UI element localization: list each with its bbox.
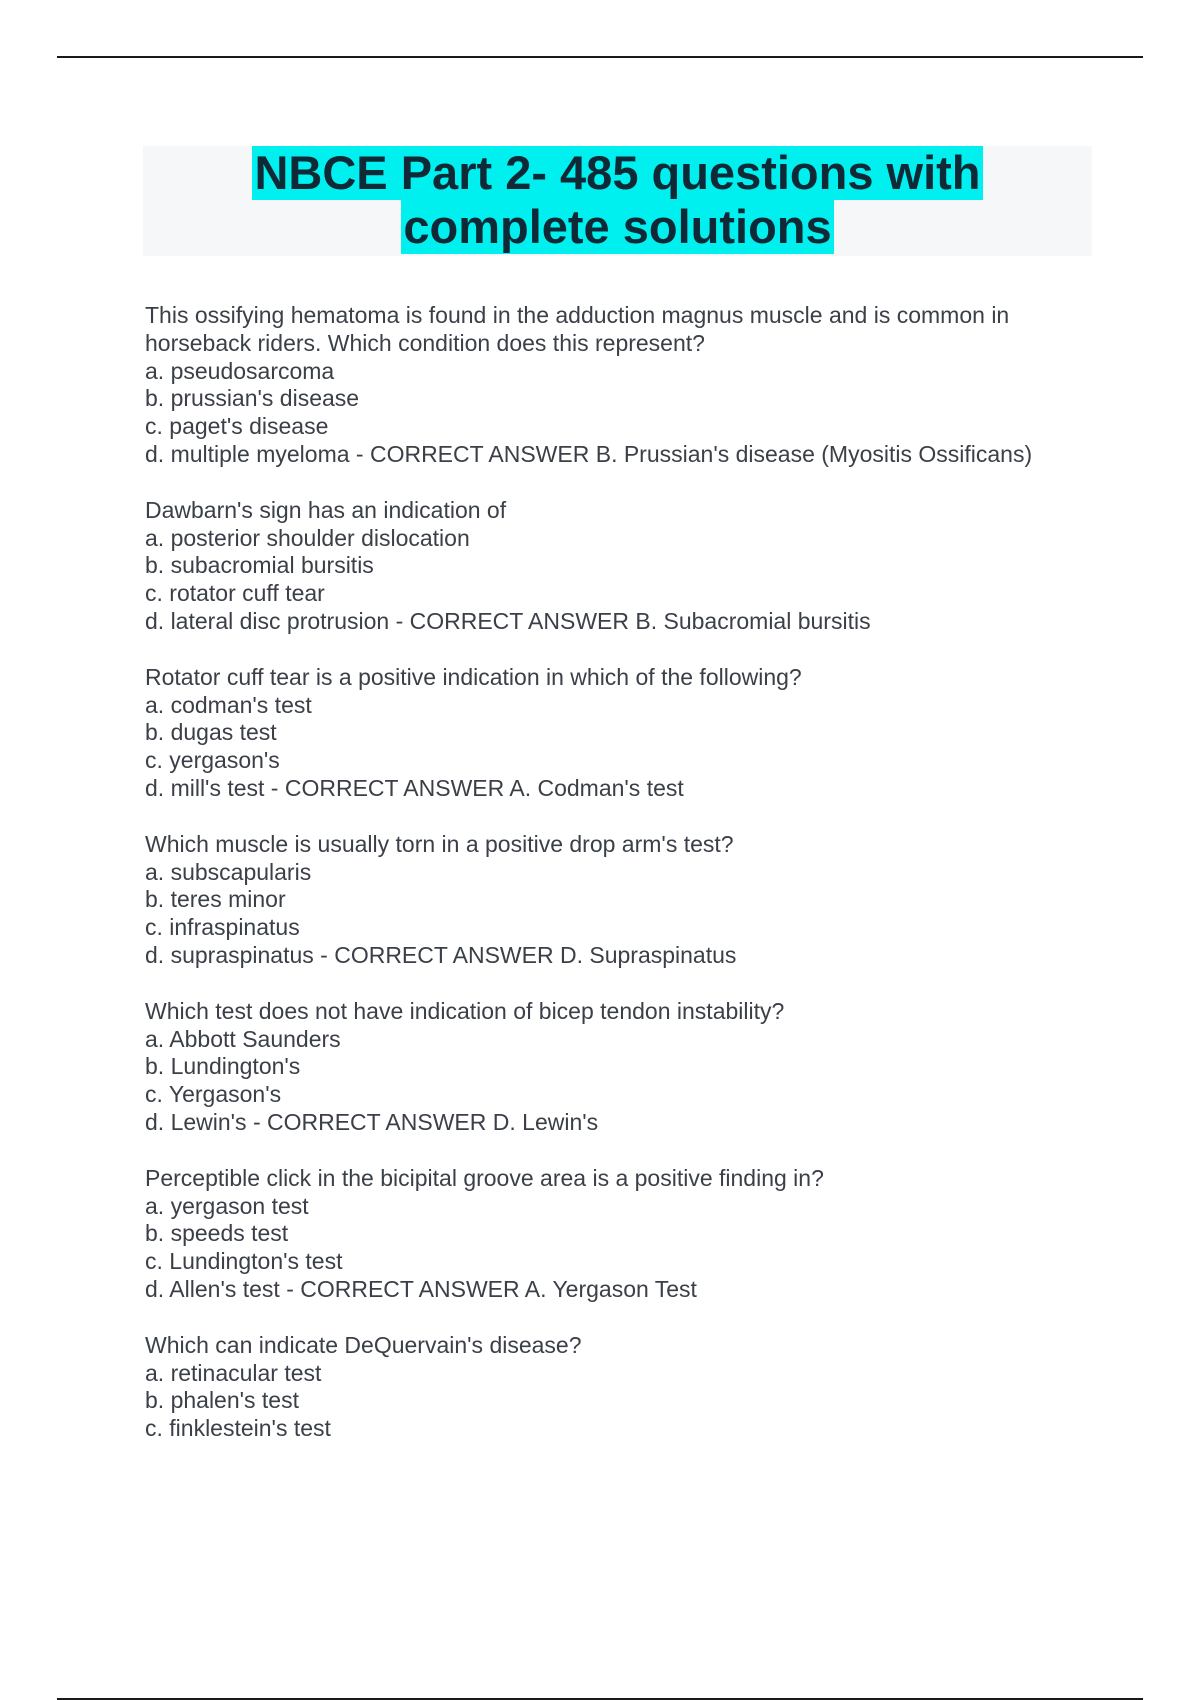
answer-option: c. finklestein's test [145, 1415, 331, 1442]
answer-option: b. subacromial bursitis [145, 552, 374, 579]
question-block [145, 831, 1145, 970]
question-text: Rotator cuff tear is a positive indication in which of the following? [145, 663, 802, 690]
answer-option: a. Abbott Saunders [145, 1025, 341, 1052]
title-line-1: NBCE Part 2- 485 questions with [254, 146, 981, 199]
answer-option: b. dugas test [145, 719, 277, 746]
question-block [145, 302, 1145, 469]
question-text: Dawbarn's sign has an indication of [145, 496, 507, 523]
answer-option: b. teres minor [145, 886, 286, 913]
answer-option-with-correct-answer: d. supraspinatus - CORRECT ANSWER D. Supraspinatus [145, 941, 737, 968]
answer-option: c. yergason's [145, 747, 280, 774]
document-title [143, 146, 1092, 256]
answer-option-with-correct-answer: d. mill's test - CORRECT ANSWER A. Codman's test [145, 774, 684, 801]
answer-option: b. speeds test [145, 1220, 289, 1247]
question-block [145, 998, 1145, 1137]
answer-option-with-correct-answer: d. lateral disc protrusion - CORRECT ANSWER B. Subacromial bursitis [145, 607, 871, 634]
answer-option: b. Lundington's [145, 1053, 301, 1080]
answer-option: c. Yergason's [145, 1081, 282, 1108]
question-text: This ossifying hematoma is found in the adduction magnus muscle and is common in [145, 302, 1010, 328]
question-text: Which test does not have indication of bicep tendon instability? [145, 997, 785, 1024]
answer-option-with-correct-answer: d. Allen's test - CORRECT ANSWER A. Yergason Test [145, 1275, 697, 1302]
answer-option: a. subscapularis [145, 858, 312, 885]
question-text: Which muscle is usually torn in a positive drop arm's test? [145, 830, 734, 857]
question-block [145, 497, 1145, 636]
answer-option-with-correct-answer: d. Lewin's - CORRECT ANSWER D. Lewin's [145, 1108, 599, 1135]
header-rule [57, 56, 1143, 58]
answer-option: c. paget's disease [145, 413, 329, 440]
question-block [145, 664, 1145, 803]
answer-option: c. Lundington's test [145, 1248, 343, 1275]
answer-option: a. codman's test [145, 691, 312, 718]
answer-option-with-correct-answer: d. multiple myeloma - CORRECT ANSWER B. Prussian's disease (Myositis Ossificans) [145, 440, 1033, 467]
question-text: Perceptible click in the bicipital groove area is a positive finding in? [145, 1164, 824, 1191]
answer-option: c. rotator cuff tear [145, 580, 325, 607]
question-text: Which can indicate DeQuervain's disease? [145, 1331, 582, 1358]
answer-option: b. prussian's disease [145, 385, 360, 412]
answer-option: a. yergason test [145, 1192, 309, 1219]
answer-option: a. pseudosarcoma [145, 357, 335, 384]
question-text: horseback riders. Which condition does this represent? [145, 329, 705, 356]
title-line-2: complete solutions [403, 200, 832, 253]
answer-option: a. retinacular test [145, 1359, 322, 1386]
question-block [145, 1332, 1145, 1443]
answer-option: b. phalen's test [145, 1387, 299, 1414]
question-list [145, 302, 1145, 1471]
question-block [145, 1165, 1145, 1304]
answer-option: c. infraspinatus [145, 914, 300, 941]
answer-option: a. posterior shoulder dislocation [145, 524, 470, 551]
